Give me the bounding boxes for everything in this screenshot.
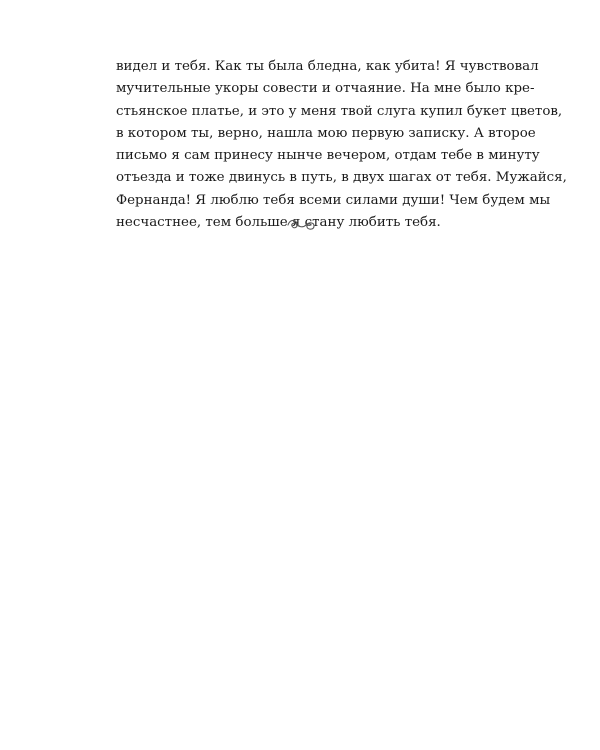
text-line: стьянское платье, и это у меня твой слуга купил букет цветов, [116,103,563,119]
text-line: Фернанда! Я люблю тебя всеми силами души! Чем будем мы [116,192,551,208]
text-line: в котором ты, верно, нашла мою первую записку. А второе [116,125,536,141]
text-line: письмо я сам принесу нынче вечером, отдам тебе в минуту [116,148,540,164]
flourish-ornament-icon [286,216,316,234]
text-line: отъезда и тоже двинусь в путь, в двух шагах от тебя. Мужайся, [116,170,567,186]
body-paragraph [116,56,567,234]
text-line: видел и тебя. Как ты была бледна, как убита! Я чувствовал [116,59,539,74]
text-line: мучительные укоры совести и отчаяние. На мне было кре- [116,81,535,97]
text-line: несчастнее, тем больше я стану любить тебя. [116,215,441,231]
